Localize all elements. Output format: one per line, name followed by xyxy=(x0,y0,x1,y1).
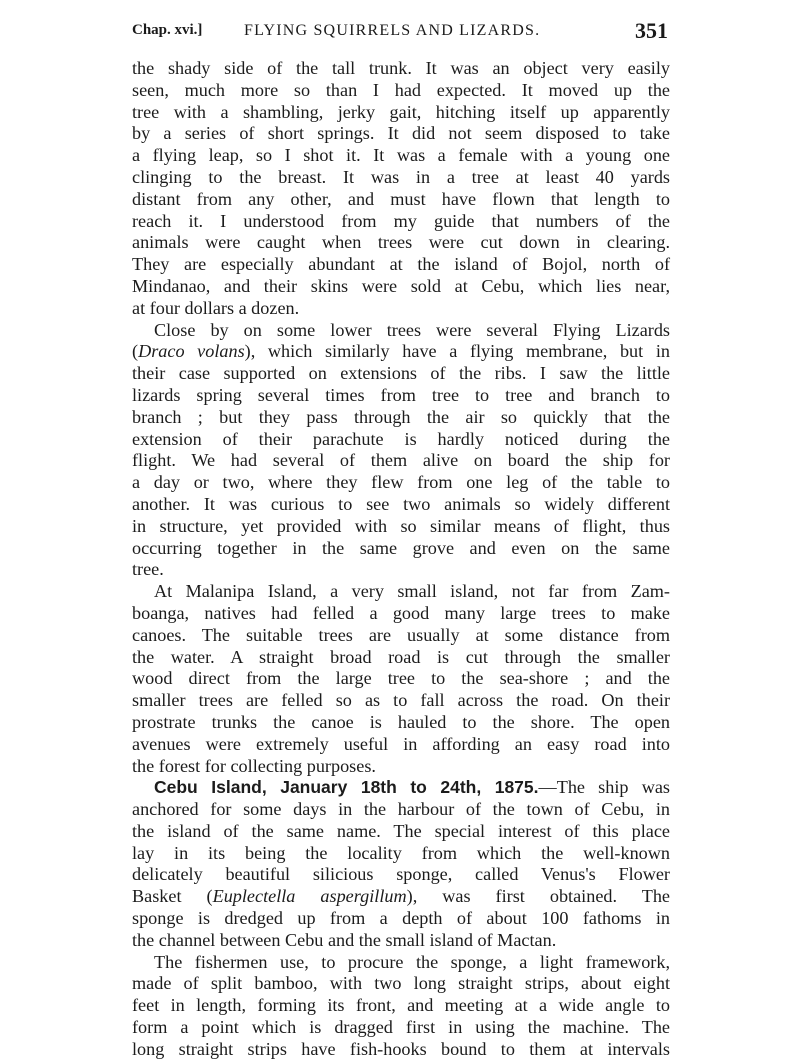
text-line: lay in its being the locality from which the well-known xyxy=(132,842,670,863)
text-line: Mindanao, and their skins were sold at Cebu, which lies near, xyxy=(132,275,670,296)
paragraph-fishermen xyxy=(132,952,670,1061)
text-line: extension of their parachute is hardly noticed during the xyxy=(132,428,670,449)
paragraph-cebu-island xyxy=(132,777,670,951)
page-number: 351 xyxy=(635,18,668,43)
text-line: delicately beautiful silicious sponge, called Venus's Flower xyxy=(132,864,670,885)
text-line: the shady side of the tall trunk. It was an object very easily xyxy=(132,58,670,78)
text-line: reach it. I understood from my guide that numbers of the xyxy=(132,210,670,231)
running-title: FLYING SQUIRRELS AND LIZARDS. xyxy=(244,22,541,39)
text-line: sponge is dredged up from a depth of about 100 fathoms in xyxy=(132,908,670,929)
species-name: Draco volans xyxy=(138,341,245,362)
text-fragment: Basket ( xyxy=(132,886,213,907)
text-fragment: ( xyxy=(132,341,139,362)
text-line: smaller trees are felled so as to fall across the road. On their xyxy=(132,690,670,711)
text-line: form a point which is dragged first in using the machine. The xyxy=(132,1017,670,1038)
text-fragment: —The ship was xyxy=(538,777,670,798)
text-line: feet in length, forming its front, and meeting at a wide angle to xyxy=(132,995,670,1016)
text-line: long straight strips have fish-hooks bound to them at intervals xyxy=(132,1038,670,1059)
text-line: occurring together in the same grove and even on the same xyxy=(132,537,670,558)
text-line: At Malanipa Island, a very small island, not far from Zam- xyxy=(154,581,670,602)
text-line: boanga, natives had felled a good many large trees to make xyxy=(132,602,670,623)
text-line: a flying leap, so I shot it. It was a female with a young one xyxy=(132,145,670,166)
text-line: tree with a shambling, jerky gait, hitching itself up apparently xyxy=(132,101,670,122)
text-fragment: ), which similarly have a flying membrane, but in xyxy=(244,341,670,362)
text-line: prostrate trunks the canoe is hauled to the shore. The open xyxy=(132,711,670,732)
text-line: a day or two, where they flew from one leg of the table to xyxy=(132,472,670,493)
text-line: branch ; but they pass through the air so quickly that the xyxy=(132,406,670,427)
text-line: in structure, yet provided with so similar means of flight, thus xyxy=(132,515,670,536)
text-line: anchored for some days in the harbour of the town of Cebu, in xyxy=(132,799,670,820)
text-line: They are especially abundant at the island of Bojol, north of xyxy=(132,254,670,275)
text-line: clinging to the breast. It was in a tree at least 40 yards xyxy=(132,166,670,187)
paragraph-flying-squirrel xyxy=(132,58,670,320)
paragraph-flying-lizards xyxy=(132,320,670,582)
text-line xyxy=(132,886,670,908)
text-line: wood direct from the large tree to the sea-shore ; and the xyxy=(132,668,670,689)
text-line: the forest for collecting purposes. xyxy=(132,755,376,776)
text-line: seen, much more so than I had expected. It moved up the xyxy=(132,79,670,100)
text-line: lizards spring several times from tree to tree and branch to xyxy=(132,384,670,405)
section-heading: Cebu Island, January 18th to 24th, 1875. xyxy=(154,777,539,798)
paragraph-malanipa xyxy=(132,581,670,777)
text-line: tree. xyxy=(132,559,164,580)
text-line: Close by on some lower trees were several Flying Lizards xyxy=(154,319,670,340)
text-line: another. It was curious to see two animals so widely different xyxy=(132,493,670,514)
species-name: Euplectella aspergillum xyxy=(212,886,407,907)
text-fragment: ), was first obtained. The xyxy=(406,886,670,907)
text-line: flight. We had several of them alive on board the ship for xyxy=(132,450,670,471)
text-line: canoes. The suitable trees are usually at some distance from xyxy=(132,624,670,645)
text-line xyxy=(132,777,670,799)
text-line: made of split bamboo, with two long straight strips, about eight xyxy=(132,973,670,994)
text-line: animals were caught when trees were cut down in clearing. xyxy=(132,232,670,253)
text-line: the island of the same name. The special interest of this place xyxy=(132,820,670,841)
running-header xyxy=(132,18,668,44)
page-body xyxy=(132,58,670,1061)
text-line: distant from any other, and must have flown that length to xyxy=(132,188,670,209)
text-line: at four dollars a dozen. xyxy=(132,297,300,318)
text-line: the water. A straight broad road is cut through the smaller xyxy=(132,646,670,667)
text-line: The fishermen use, to procure the sponge, a light framework, xyxy=(154,951,670,972)
text-line: by a series of short springs. It did not seem disposed to take xyxy=(132,123,670,144)
text-line: their case supported on extensions of the ribs. I saw the little xyxy=(132,363,670,384)
text-line: avenues were extremely useful in affording an easy road into xyxy=(132,733,670,754)
text-line xyxy=(132,341,670,363)
text-line: the channel between Cebu and the small island of Mactan. xyxy=(132,929,557,950)
chapter-label: Chap. xvi.] xyxy=(132,22,203,38)
